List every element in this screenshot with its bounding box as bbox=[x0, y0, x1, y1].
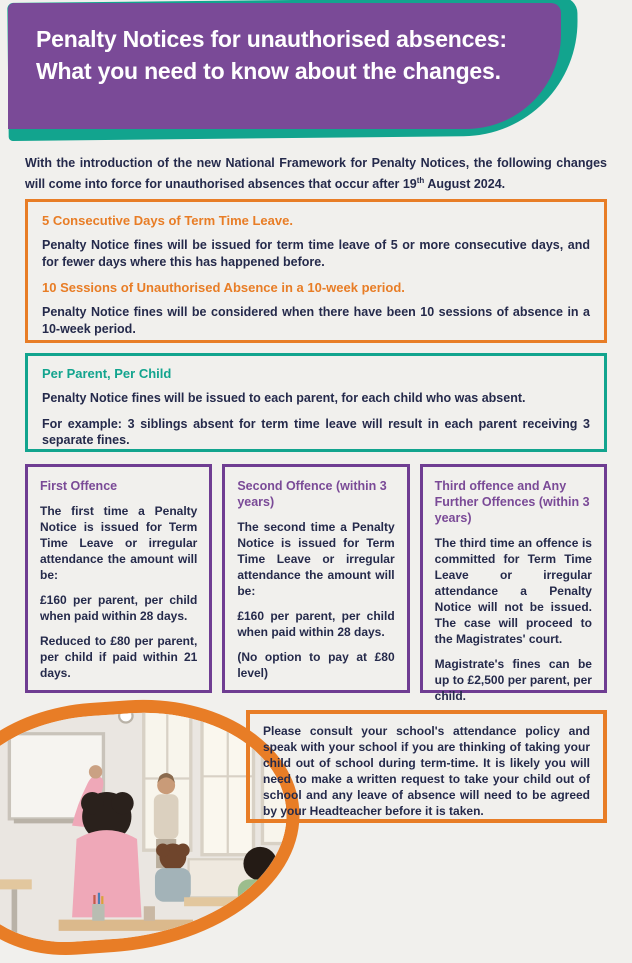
attendance-policy-text: Please consult your school's attendance policy and speak with your school if you are thinking of taking your child out of school during term-time. It is likely you will need to make a written request to take your child out of school and any leave of absence will need to be agreed by your Headteacher before it is taken. bbox=[263, 723, 590, 819]
offence-card-second bbox=[222, 464, 409, 693]
third-offence-body-1: The third time an offence is committed for Term Time Leave or irregular attendance a Penalty Notice will not be issued. The case will proceed to the Magistrates' court. bbox=[435, 535, 592, 647]
header-banner bbox=[8, 3, 561, 129]
offence-card-third bbox=[420, 464, 607, 693]
second-offence-body-2: £160 per parent, per child when paid within 28 days. bbox=[237, 608, 394, 640]
intro-text-part1: With the introduction of the new National Framework for Penalty Notices, the following changes will come into force for unauthorised absences that occur after 19 bbox=[25, 156, 607, 191]
intro-paragraph bbox=[25, 155, 607, 193]
per-parent-body-1: Penalty Notice fines will be issued to each parent, for each child who was absent. bbox=[42, 390, 590, 407]
per-parent-heading: Per Parent, Per Child bbox=[42, 366, 590, 381]
intro-text-part2: August 2024. bbox=[424, 177, 505, 191]
first-offence-body-1: The first time a Penalty Notice is issued for Term Time Leave or irregular attendance the amount will be: bbox=[40, 503, 197, 583]
rule-heading-consecutive-days: 5 Consecutive Days of Term Time Leave. bbox=[42, 213, 590, 228]
rule-body-ten-sessions: Penalty Notice fines will be considered when there have been 10 sessions of absence in a 10-week period. bbox=[42, 304, 590, 337]
intro-superscript: th bbox=[417, 176, 425, 185]
first-offence-body-3: Reduced to £80 per parent, per child if paid within 21 days. bbox=[40, 633, 197, 681]
second-offence-heading: Second Offence (within 3 years) bbox=[237, 478, 394, 510]
per-parent-body-2: For example: 3 siblings absent for term time leave will result in each parent receiving 3 separate fines. bbox=[42, 416, 590, 449]
page-title: Penalty Notices for unauthorised absences: What you need to know about the changes. bbox=[8, 3, 561, 87]
per-parent-per-child-box bbox=[25, 353, 607, 452]
second-offence-body-1: The second time a Penalty Notice is issued for Term Time Leave or irregular attendance the amount will be: bbox=[237, 519, 394, 599]
rule-heading-ten-sessions: 10 Sessions of Unauthorised Absence in a 10-week period. bbox=[42, 280, 590, 295]
term-time-rules-box bbox=[25, 199, 607, 343]
third-offence-heading: Third offence and Any Further Offences (within 3 years) bbox=[435, 478, 592, 526]
second-offence-body-3: (No option to pay at £80 level) bbox=[237, 649, 394, 681]
attendance-policy-note bbox=[246, 710, 607, 823]
offence-cards-row bbox=[25, 464, 607, 693]
first-offence-heading: First Offence bbox=[40, 478, 197, 494]
rule-body-consecutive-days: Penalty Notice fines will be issued for term time leave of 5 or more consecutive days, and for fewer days where this has happened before. bbox=[42, 237, 590, 270]
third-offence-body-2: Magistrate's fines can be up to £2,500 per parent, per child. bbox=[435, 656, 592, 704]
offence-card-first bbox=[25, 464, 212, 693]
first-offence-body-2: £160 per parent, per child when paid within 28 days. bbox=[40, 592, 197, 624]
